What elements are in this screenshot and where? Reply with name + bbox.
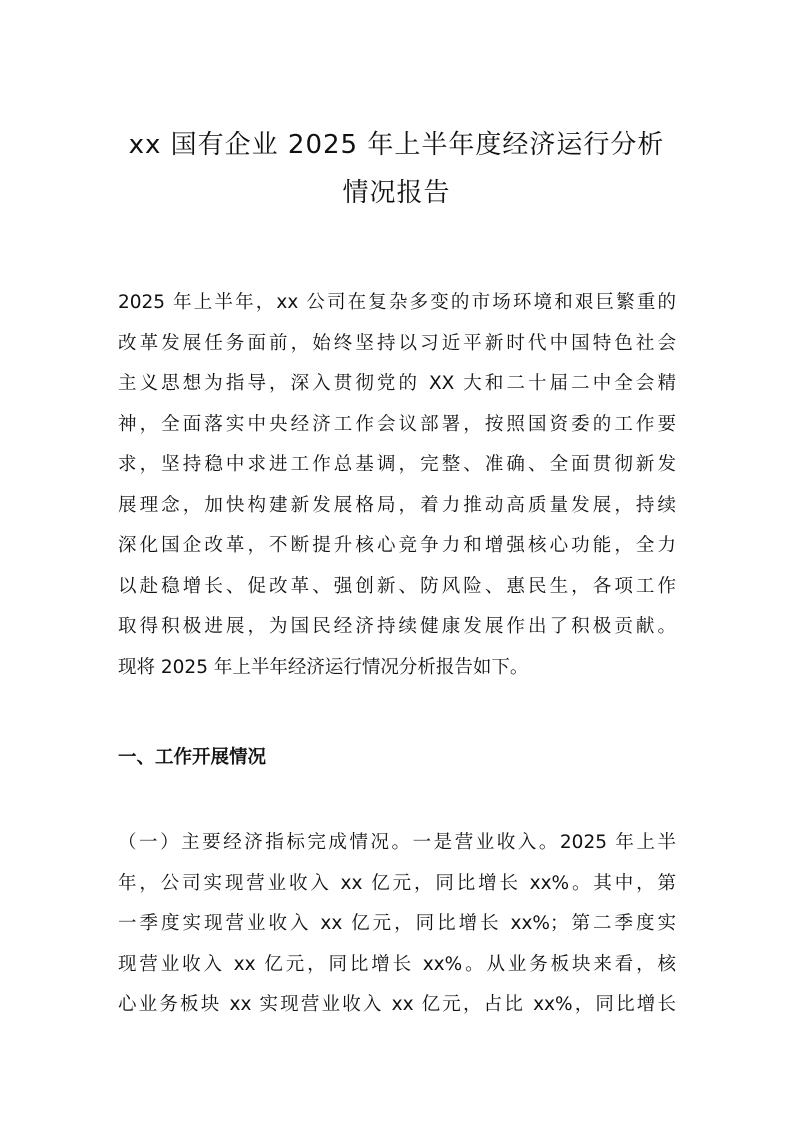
intro-paragraph <box>118 283 676 688</box>
intro-line: 主义思想为指导，深入贯彻党的 XX 大和二十届二中全会精 <box>118 373 676 394</box>
section-line: 一季度实现营业收入 xx 亿元，同比增长 xx%；第二季度实 <box>118 913 676 934</box>
intro-line: 展理念，加快构建新发展格局，着力推动高质量发展，持续 <box>118 494 676 516</box>
section-line: 年，公司实现营业收入 xx 亿元，同比增长 xx%。其中，第 <box>118 872 676 894</box>
section-heading: 一、工作开展情况 <box>118 747 267 768</box>
report-title-line-1: xx 国有企业 2025 年上半年度经济运行分析 <box>128 130 665 160</box>
section-line: 现营业收入 xx 亿元，同比增长 xx%。从业务板块来看，核 <box>118 953 676 975</box>
intro-line: 神，全面落实中央经济工作会议部署，按照国资委的工作要 <box>118 413 676 435</box>
section-line: 心业务板块 xx 实现营业收入 xx 亿元，占比 xx%，同比增长 <box>118 994 676 1015</box>
intro-line: 改革发展任务面前，始终坚持以习近平新时代中国特色社会 <box>118 332 676 354</box>
intro-line: 以赴稳增长、促改革、强创新、防风险、惠民生，各项工作 <box>118 575 676 597</box>
intro-line: 深化国企改革，不断提升核心竞争力和增强核心功能，全力 <box>118 535 676 556</box>
intro-line: 2025 年上半年，xx 公司在复杂多变的市场环境和艰巨繁重的 <box>118 292 676 313</box>
section-paragraph <box>118 823 676 1026</box>
intro-line: 取得积极进展，为国民经济持续健康发展作出了积极贡献。 <box>118 616 676 637</box>
intro-line: 求，坚持稳中求进工作总基调，完整、准确、全面贯彻新发 <box>118 454 676 475</box>
section-line: （一）主要经济指标完成情况。一是营业收入。2025 年上半 <box>118 832 676 853</box>
intro-line: 现将 2025 年上半年经济运行情况分析报告如下。 <box>118 656 529 678</box>
report-title-line-2: 情况报告 <box>342 178 451 208</box>
